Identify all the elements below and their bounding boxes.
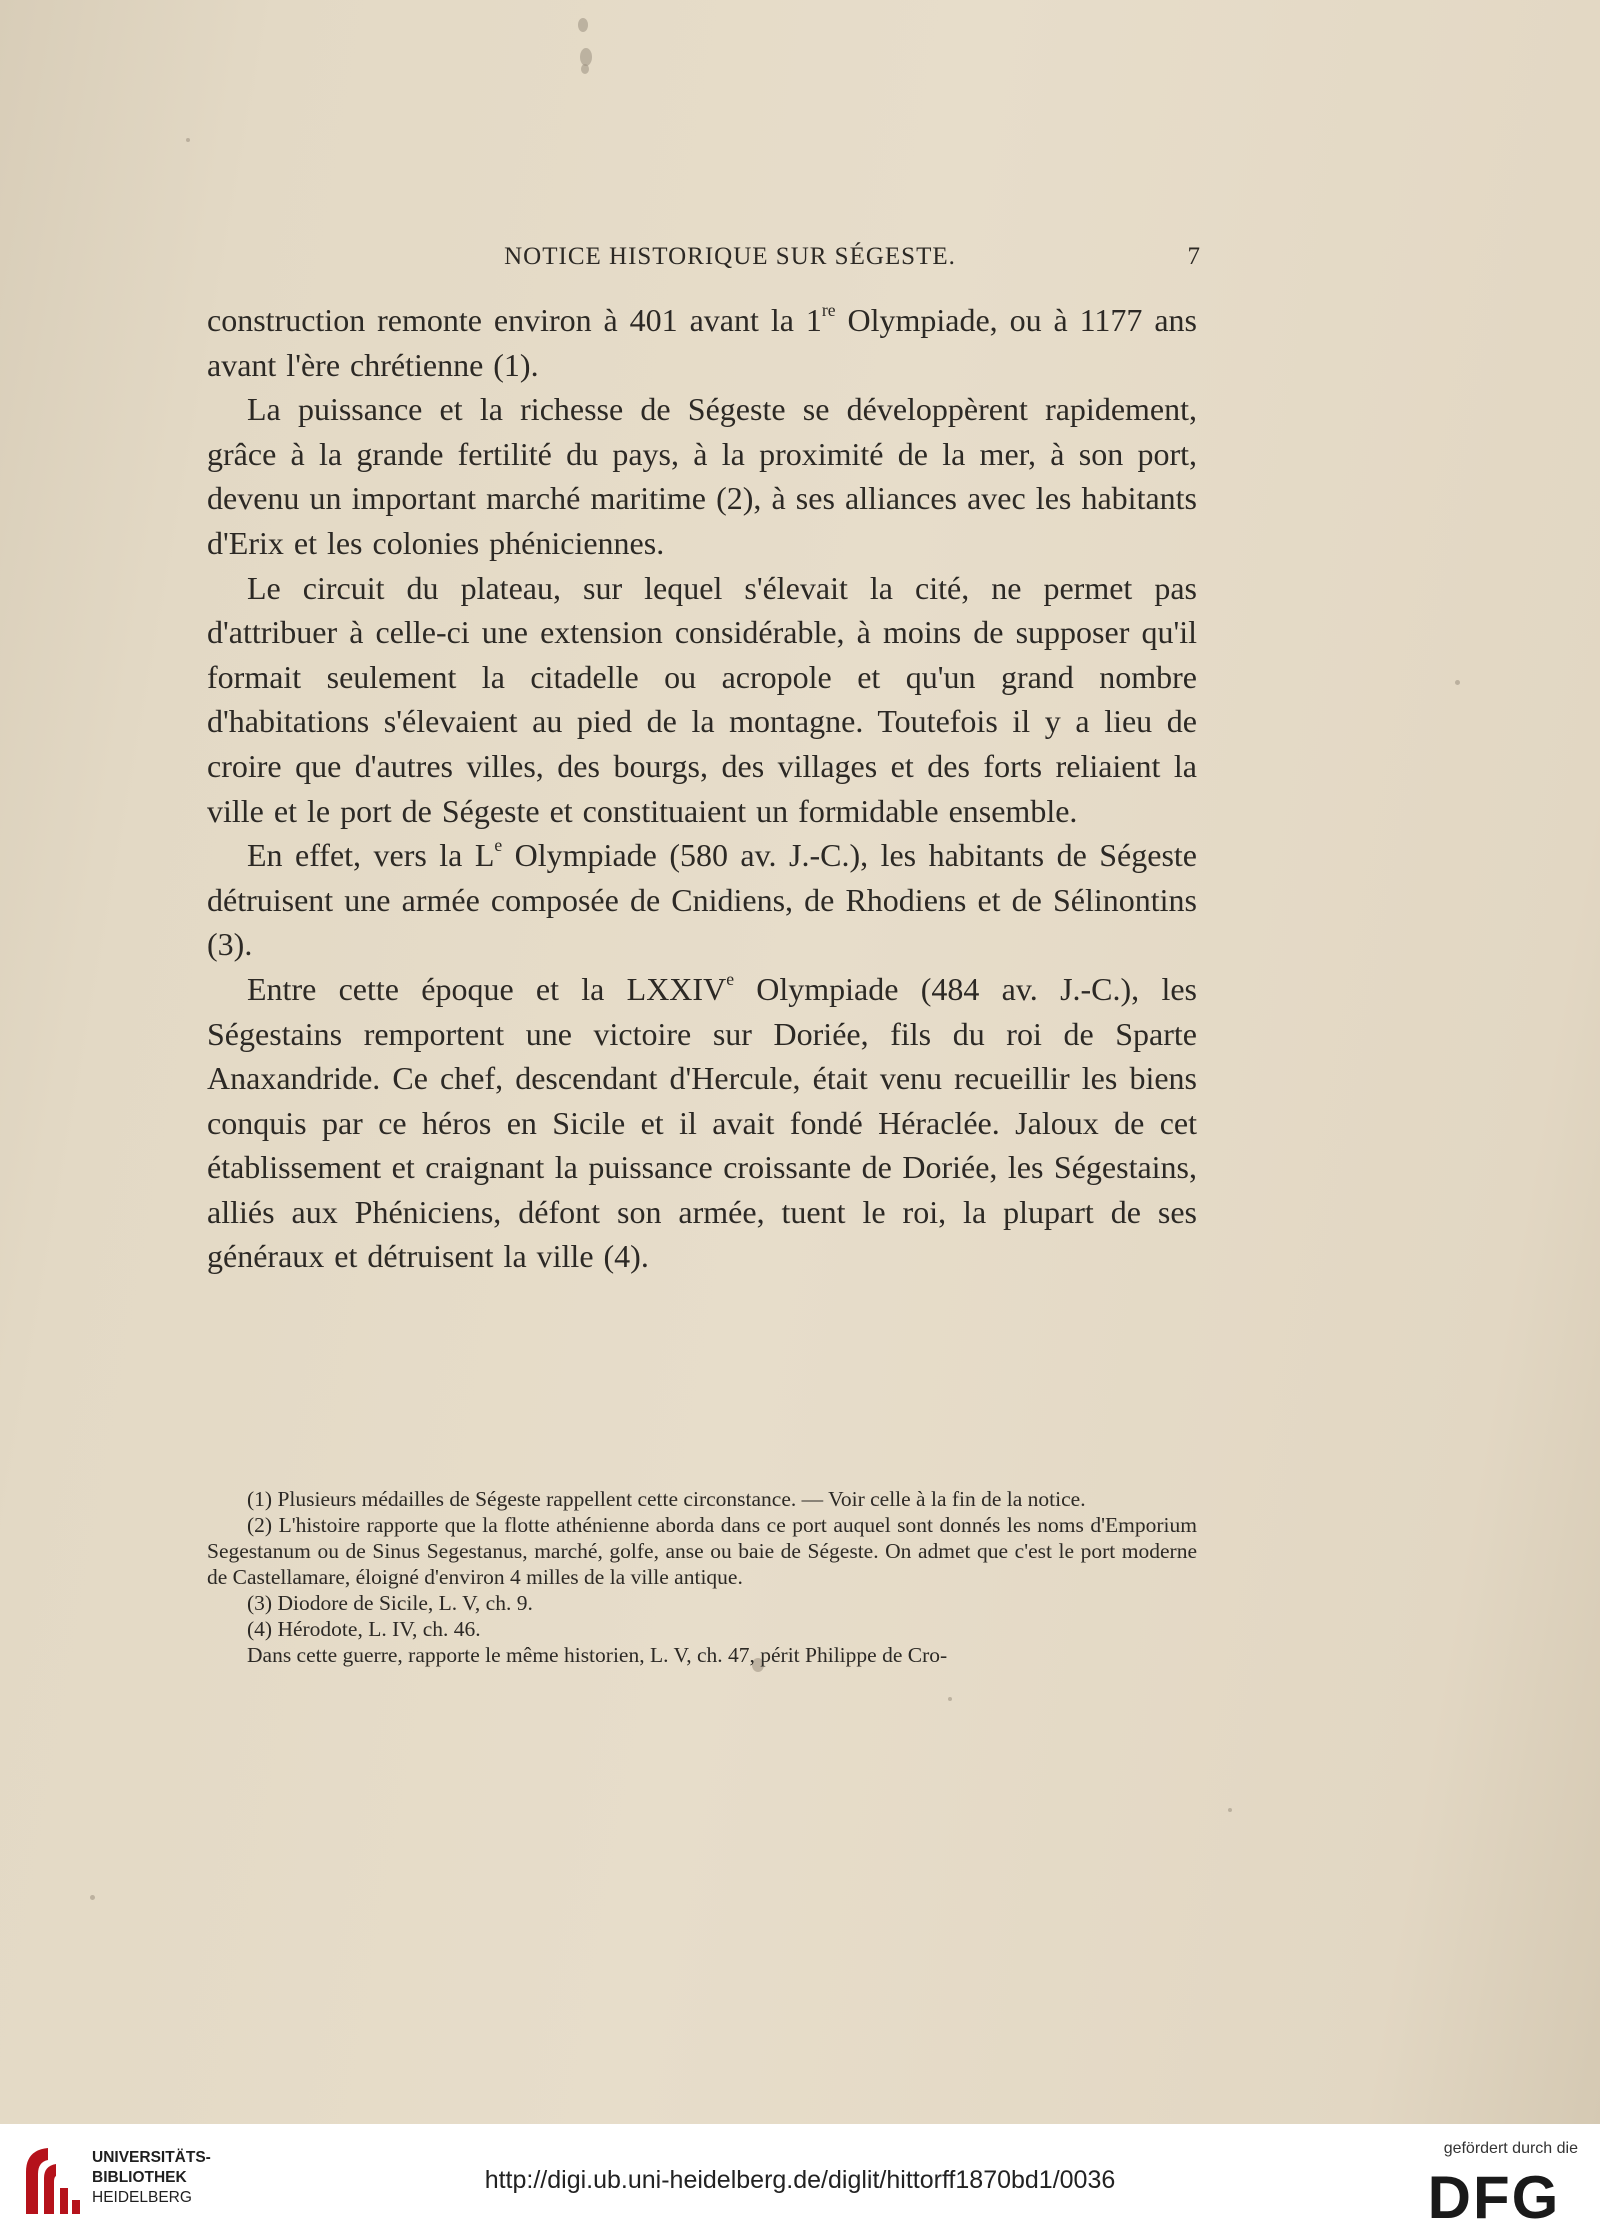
ordinal-superscript: re bbox=[821, 300, 836, 321]
paper-speck bbox=[186, 138, 190, 142]
paper-speck bbox=[578, 18, 588, 32]
paragraph-2: La puissance et la richesse de Ségeste se développèrent rapidement, grâce à la grande fertilité du pays, à la proximité de la mer, à son port, devenu un important marché maritime (2), à ses alliances avec les habitants d'Erix et les colonies phéniciennes. bbox=[207, 391, 1197, 561]
paragraph-5-text: Entre cette époque et la LXXIV bbox=[247, 970, 727, 1007]
footnote-2: (2) L'histoire rapporte que la flotte athénienne aborda dans ce port auquel sont donnés les noms d'Emporium Segestanum ou de Sinus Segestanus, marché, golfe, anse ou baie de Ségeste. On admet que c'est le port moderne de Castellamare, éloigné d'environ 4 milles de la ville antique. bbox=[207, 1513, 1197, 1589]
paragraph-5-text-cont: Olympiade (484 av. J.-C.), les Ségestains remportent une victoire sur Doriée, fils du roi de Sparte Anaxandride. Ce chef, descendant d'Hercule, était venu recueillir les biens conquis par ce héros en Sicile et il avait fondé Héraclée. Jaloux de cet établissement et craignant la puissance croissante de Doriée, les Ségestains, alliés aux Phéniciens, défont son armée, tuent le roi, la plupart de ses généraux et détruisent la ville (4). bbox=[207, 970, 1198, 1275]
paper-speck bbox=[90, 1895, 95, 1900]
page-number: 7 bbox=[1187, 243, 1200, 270]
digitization-footer bbox=[0, 2124, 1600, 2238]
footnotes bbox=[207, 1486, 1197, 1668]
logo-bar bbox=[72, 2200, 80, 2214]
dfg-logo-text: DFG bbox=[1427, 2168, 1561, 2224]
running-head bbox=[200, 243, 1200, 283]
footnote-4-continuation: Dans cette guerre, rapporte le même historien, L. V, ch. 47, périt Philippe de Cro- bbox=[247, 1643, 948, 1667]
footnote-4: (4) Hérodote, L. IV, ch. 46. bbox=[247, 1617, 481, 1641]
running-title: NOTICE HISTORIQUE SUR SÉGESTE. bbox=[504, 243, 956, 270]
paper-speck bbox=[1228, 1808, 1232, 1812]
paper-speck bbox=[581, 64, 589, 74]
paragraph-1-text: construction remonte environ à 401 avant la 1 bbox=[207, 302, 822, 338]
library-name-line-1: UNIVERSITÄTS- bbox=[92, 2149, 211, 2166]
paragraph-5 bbox=[207, 967, 1197, 1279]
paper-speck bbox=[1455, 680, 1460, 685]
paper-speck bbox=[948, 1697, 952, 1701]
paragraph-4-text-cont: Olympiade (580 av. J.-C.), les habitants de Ségeste détruisent une armée composée de Cnidiens, de Rhodiens et de Sélinontins (3). bbox=[207, 837, 1198, 963]
paragraph-4-text: En effet, vers la L bbox=[247, 837, 495, 874]
library-name-line-2: BIBLIOTHEK bbox=[92, 2169, 187, 2186]
body-text bbox=[207, 298, 1197, 1279]
permalink-url[interactable]: http://digi.ub.uni-heidelberg.de/diglit/hittorff1870bd1/0036 bbox=[484, 2166, 1116, 2194]
funder-caption: gefördert durch die bbox=[1443, 2140, 1578, 2157]
library-name-line-3: HEIDELBERG bbox=[92, 2189, 192, 2206]
paragraph-1 bbox=[207, 298, 1197, 387]
dfg-logo[interactable] bbox=[1414, 2168, 1574, 2224]
paragraph-3: Le circuit du plateau, sur lequel s'élevait la cité, ne permet pas d'attribuer à celle-ci une extension considérable, à moins de supposer qu'il formait seulement la citadelle ou acropole et qu'un grand nombre d'habitations s'élevaient au pied de la montagne. Toutefois il y a lieu de croire que d'autres villes, des bourgs, des villages et des forts reliaient la ville et le port de Ségeste et constituaient un formidable ensemble. bbox=[207, 569, 1197, 829]
paragraph-4 bbox=[207, 833, 1197, 967]
footnote-1: (1) Plusieurs médailles de Ségeste rappellent cette circonstance. — Voir celle à la fin de la notice. bbox=[247, 1487, 1086, 1511]
footnote-3: (3) Diodore de Sicile, L. V, ch. 9. bbox=[247, 1591, 533, 1615]
ordinal-superscript: e bbox=[494, 835, 503, 856]
paragraph-1-text-cont: Olympiade, ou à 1177 ans avant l'ère chrétienne (1). bbox=[207, 302, 1198, 383]
ordinal-superscript: e bbox=[726, 968, 734, 989]
